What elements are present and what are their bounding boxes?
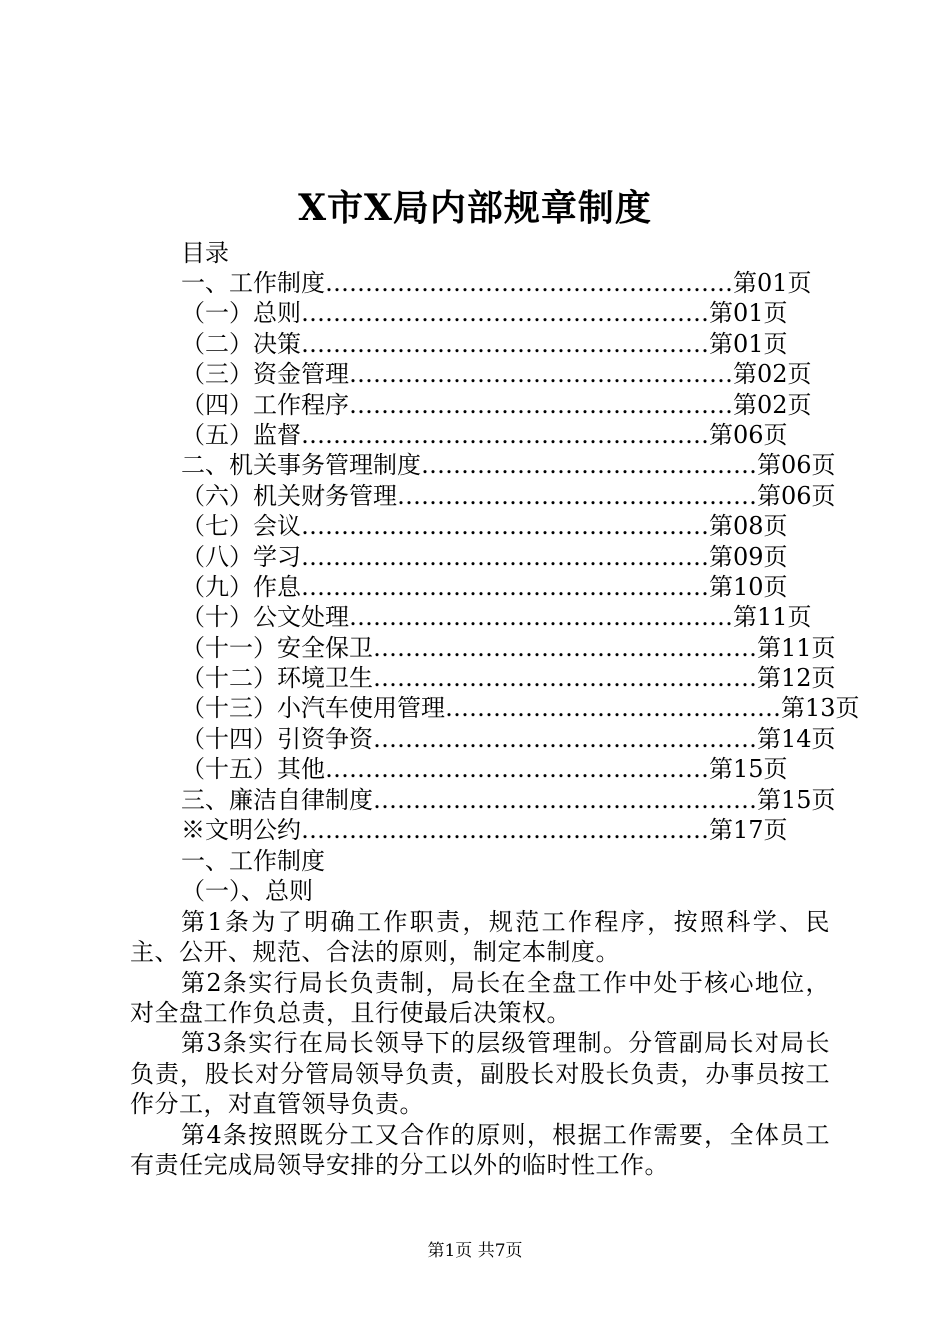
toc-entry [181,511,801,541]
toc-entry-leader: …………………………………………… [301,329,709,358]
toc-entry [181,359,812,389]
toc-entry-label: 二、机关事务管理制度 [181,451,421,480]
toc-entry-leader: ………………………………………… [373,633,757,662]
toc-entry [181,602,812,632]
toc-entry-label: （二）决策 [181,329,301,358]
toc-entry-leader: ………………………………………… [349,360,733,389]
toc-entry [181,420,801,450]
toc-entry [181,481,836,511]
toc-entry-leader: …………………………………………… [301,512,709,541]
article-paragraph: 第2条实行局长负责制，局长在全盘工作中处于核心地位，对全盘工作负总责，且行使最后决策权。 [130,968,830,1028]
toc-entry-page: 第01页 [709,299,788,328]
toc-entry [181,785,836,815]
toc-entry-page: 第01页 [709,329,788,358]
toc-entry-page: 第08页 [709,512,788,541]
toc-entry-label: ※文明公约 [181,816,301,845]
toc-entry-page: 第14页 [757,724,836,753]
article-paragraph: 第1条为了明确工作职责，规范工作程序，按照科学、民主、公开、规范、合法的原则，制定本制度。 [130,907,830,967]
toc-entry-leader: ……………………………………… [397,481,757,510]
toc-entry-leader: ………………………………………… [349,390,733,419]
page-footer: 第1页 共7页 [427,1241,523,1261]
toc-entry-label: （三）资金管理 [181,360,349,389]
toc-entry [181,542,801,572]
toc-entry [181,268,812,298]
toc-entry [181,450,836,480]
toc-entry-leader: …………………………………………… [301,542,709,571]
toc-entry-label: （四）工作程序 [181,390,349,419]
toc-entry-label: （八）学习 [181,542,301,571]
toc-entry-label: （五）监督 [181,420,301,449]
toc-entry-leader: …………………………………………… [325,269,733,297]
toc-entry-label: （六）机关财务管理 [181,481,397,510]
toc-entry-page: 第06页 [709,420,788,449]
section-heading: 一、工作制度 [181,847,325,875]
toc-entry-page: 第11页 [733,603,812,632]
article-paragraph: 第3条实行在局长领导下的层级管理制。分管副局长对局长负责，股长对分管局领导负责，副股长对股长负责，办事员按工作分工，对直管领导负责。 [130,1029,830,1119]
toc-entry-label: 一、工作制度 [181,269,325,297]
toc-entry-label: （七）会议 [181,512,301,541]
toc-entry-label: （十三）小汽车使用管理 [181,694,445,723]
toc-entry [181,693,860,723]
toc-entry-label: （九）作息 [181,572,301,601]
table-of-contents [181,268,860,845]
document-title: X市X局内部规章制度 [298,187,652,229]
subsection-heading: （一）、总则 [181,877,313,906]
toc-entry-page: 第02页 [733,360,812,389]
article-paragraph: 第4条按照既分工又合作的原则，根据工作需要，全体员工有责任完成局领导安排的分工以外的临时性工作。 [130,1120,830,1180]
toc-entry-page: 第13页 [781,694,860,723]
toc-entry [181,633,836,663]
toc-entry-label: （十五）其他 [181,755,325,784]
toc-entry-leader: …………………………………… [445,694,781,723]
toc-entry-leader: …………………………………………… [301,816,709,845]
toc-entry [181,390,812,420]
toc-entry-label: （一）总则 [181,299,301,328]
toc-entry-leader: ………………………………………… [373,785,757,814]
toc-entry-page: 第15页 [757,785,836,814]
toc-label: 目录 [181,239,229,267]
toc-entry-label: 三、廉洁自律制度 [181,785,373,814]
toc-entry-leader: ………………………………………… [349,603,733,632]
toc-entry-page: 第12页 [757,664,836,693]
toc-entry [181,298,801,328]
toc-entry-leader: …………………………………………… [301,572,709,601]
document-body [130,846,830,1180]
toc-entry-page: 第02页 [733,390,812,419]
toc-entry [181,754,801,784]
toc-entry-page: 第15页 [709,755,788,784]
toc-entry-leader: ………………………………………… [373,664,757,693]
toc-entry-leader: …………………………………………… [301,299,709,328]
toc-entry [181,329,801,359]
toc-entry-page: 第06页 [757,481,836,510]
toc-entry-leader: ………………………………………… [373,724,757,753]
toc-entry-label: （十）公文处理 [181,603,349,632]
toc-entry-label: （十四）引资争资 [181,724,373,753]
toc-entry-page: 第09页 [709,542,788,571]
toc-entry-leader: ………………………………………… [325,755,709,784]
toc-entry-leader: …………………………………… [421,451,757,480]
toc-entry-page: 第11页 [757,633,836,662]
toc-entry-leader: …………………………………………… [301,420,709,449]
toc-entry-page: 第06页 [757,451,836,480]
toc-entry [181,663,836,693]
toc-entry-label: （十二）环境卫生 [181,664,373,693]
toc-entry-page: 第01页 [733,269,812,297]
toc-entry [181,572,801,602]
toc-entry [181,815,801,845]
toc-entry-label: （十一）安全保卫 [181,633,373,662]
toc-entry-page: 第17页 [709,816,788,845]
toc-entry [181,724,836,754]
toc-entry-page: 第10页 [709,572,788,601]
